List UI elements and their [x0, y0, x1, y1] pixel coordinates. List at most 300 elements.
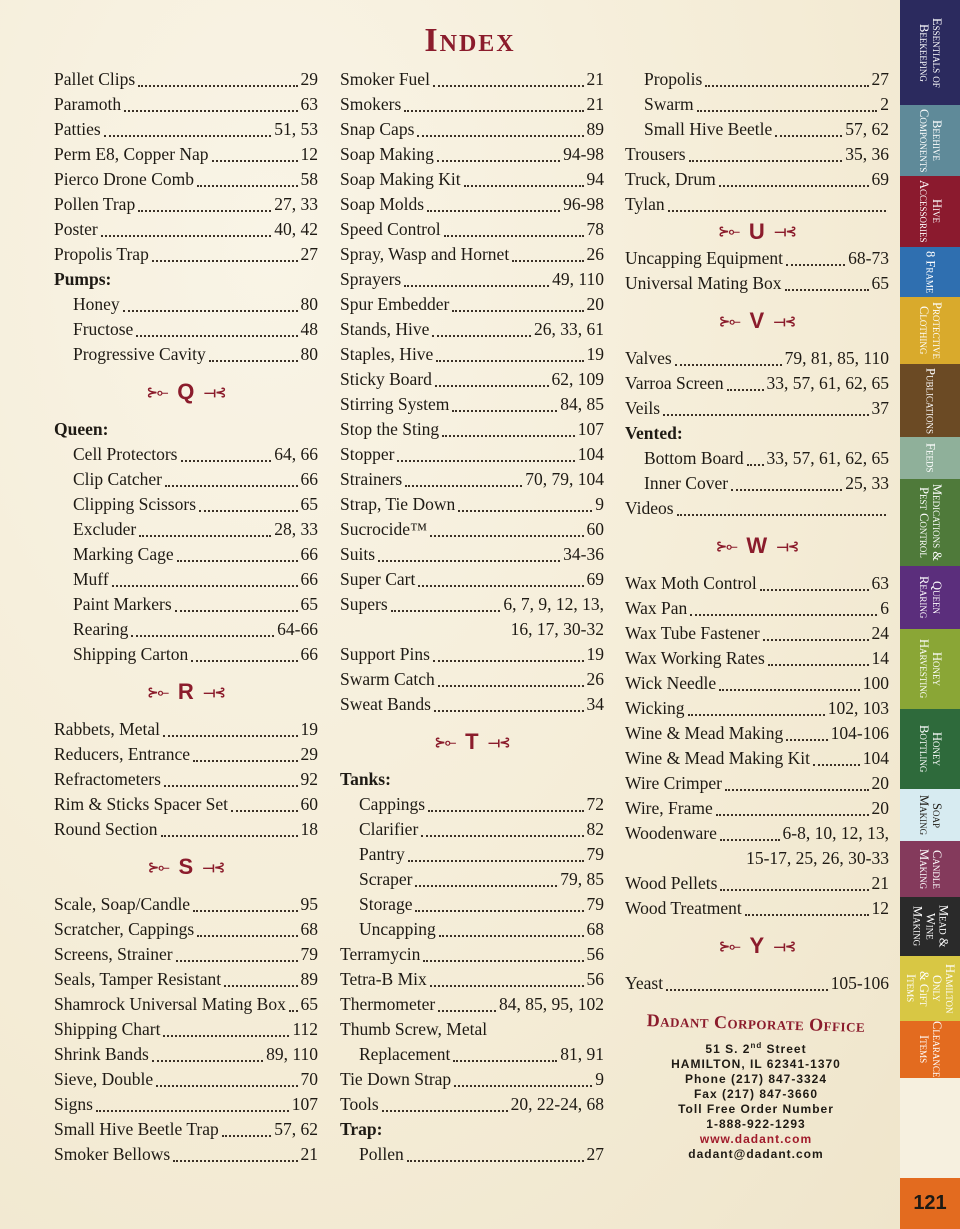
leader-dots [197, 929, 297, 937]
index-entry [340, 1042, 604, 1067]
entry-label: Wick Needle [625, 673, 717, 693]
leader-dots [719, 683, 860, 691]
entry-label: Pallet Clips [54, 69, 136, 89]
leader-dots [415, 904, 583, 912]
section-letter-label: W [746, 533, 768, 558]
index-entry [340, 467, 604, 492]
index-entry [54, 1142, 318, 1167]
leader-dots [136, 329, 297, 337]
entry-label: Pollen [359, 1144, 404, 1164]
index-entry [54, 167, 318, 192]
tab-protective-clothing[interactable] [900, 297, 960, 364]
entry-pages: 27, 33 [274, 194, 318, 214]
leader-dots [725, 783, 869, 791]
entry-label: Stopper [340, 444, 395, 464]
index-entry [340, 442, 604, 467]
section-letter-u [625, 217, 889, 246]
entry-pages: 65 [300, 494, 318, 514]
tab-label: Feeds [923, 443, 938, 473]
leader-dots [720, 883, 868, 891]
entry-pages: 57, 62 [274, 1119, 318, 1139]
leader-dots [720, 833, 780, 841]
index-entry [340, 67, 604, 92]
entry-label: Honey [73, 294, 120, 314]
leader-dots [452, 304, 583, 312]
leader-dots [152, 254, 298, 262]
entry-label: Smoker Fuel [340, 69, 430, 89]
index-entry [625, 496, 889, 521]
entry-label: Rim & Sticks Spacer Set [54, 794, 229, 814]
tab-hamilton-only-gift-items[interactable] [900, 956, 960, 1021]
index-entry [54, 1017, 318, 1042]
index-entry [625, 821, 889, 846]
ornament-left-icon: ⊱⟜ [715, 537, 737, 554]
entry-pages: 15-17, 25, 26, 30-33 [746, 848, 889, 868]
entry-label: Support Pins [340, 644, 430, 664]
leader-dots [434, 704, 584, 712]
entry-pages: 27 [300, 244, 318, 264]
leader-dots [458, 504, 592, 512]
index-entry [625, 142, 889, 167]
ornament-right-icon: ⟞⊰ [203, 683, 226, 700]
entry-pages: 9 [595, 1069, 604, 1089]
entry-pages: 51, 53 [274, 119, 318, 139]
index-entry [625, 696, 889, 721]
entry-label: Storage [359, 894, 413, 914]
entry-label: Cell Protectors [73, 444, 178, 464]
index-group-heading [340, 1117, 604, 1142]
index-entry [54, 742, 318, 767]
entry-pages: 20 [871, 798, 889, 818]
leader-dots [417, 129, 583, 137]
leader-dots [163, 729, 298, 737]
leader-dots [768, 658, 869, 666]
entry-label: Stop the Sting [340, 419, 440, 439]
index-entry [54, 317, 318, 342]
entry-pages: 62, 109 [551, 369, 604, 389]
index-entry [54, 1117, 318, 1142]
index-entry [340, 342, 604, 367]
tab-medications-pest-control[interactable] [900, 479, 960, 566]
entry-label: Pumps: [54, 269, 112, 289]
index-entry [54, 942, 318, 967]
index-entry [625, 796, 889, 821]
leader-dots [690, 608, 877, 616]
leader-dots [404, 104, 583, 112]
entry-label: Shipping Carton [73, 644, 189, 664]
entry-pages: 18 [300, 819, 318, 839]
index-entry [625, 646, 889, 671]
ornament-left-icon: ⊱⟜ [718, 937, 740, 954]
tab-label: Essentials of Beekeeping [917, 17, 944, 88]
index-entry [625, 246, 889, 271]
index-entry [625, 721, 889, 746]
entry-pages: 107 [577, 419, 604, 439]
index-entry [54, 1092, 318, 1117]
index-entry [340, 667, 604, 692]
entry-label: Small Hive Beetle Trap [54, 1119, 219, 1139]
entry-pages: 21 [300, 1144, 318, 1164]
leader-dots [439, 929, 584, 937]
entry-label: Wood Treatment [625, 898, 742, 918]
index-entry [54, 467, 318, 492]
ornament-left-icon: ⊱⟜ [146, 383, 168, 400]
ornament-right-icon: ⟞⊰ [488, 733, 510, 750]
entry-label: Wire, Frame [625, 798, 713, 818]
entry-pages: 63 [871, 573, 889, 593]
entry-label: Seals, Tamper Resistant [54, 969, 222, 989]
office-heading: Dadant Corporate Office [646, 1010, 866, 1036]
index-entry [340, 167, 604, 192]
entry-pages: 6 [880, 598, 889, 618]
leader-dots [666, 983, 828, 991]
index-entry [340, 892, 604, 917]
entry-pages: 66 [300, 469, 318, 489]
tab-label: Queen Rearing [917, 576, 944, 619]
leader-dots [438, 1004, 496, 1012]
tab-honey-harvesting[interactable] [900, 629, 960, 709]
index-entry [340, 642, 604, 667]
entry-label: Universal Mating Box [625, 273, 782, 293]
entry-pages: 2 [880, 94, 889, 114]
leader-dots [138, 79, 297, 87]
index-entry [340, 1142, 604, 1167]
entry-label: Pollen Trap [54, 194, 136, 214]
leader-dots [418, 579, 583, 587]
section-letter-t [340, 717, 604, 767]
leader-dots [212, 154, 298, 162]
ornament-left-icon: ⊱⟜ [717, 223, 739, 239]
entry-pages: 19 [586, 344, 604, 364]
entry-label: Shipping Chart [54, 1019, 161, 1039]
leader-dots [405, 479, 522, 487]
leader-dots [391, 604, 501, 612]
office-fax: Fax (217) 847-3660 [693, 1087, 819, 1101]
office-website-link[interactable]: www.dadant.com [699, 1132, 813, 1146]
entry-pages: 12 [300, 144, 318, 164]
tab-label: Beehive Components [917, 108, 944, 173]
index-entry [340, 567, 604, 592]
index-entry [625, 271, 889, 296]
entry-pages: 21 [871, 873, 889, 893]
entry-label: Bottom Board [644, 448, 744, 468]
index-entry [340, 367, 604, 392]
tab-beehive-components[interactable] [900, 105, 960, 176]
leader-dots [731, 483, 842, 491]
entry-label: Snap Caps [340, 119, 415, 139]
leader-dots [677, 508, 886, 516]
entry-pages: 104-106 [830, 723, 889, 743]
entry-pages: 79 [586, 894, 604, 914]
index-entry [625, 746, 889, 771]
entry-pages: 28, 33 [274, 519, 318, 539]
index-entry [54, 117, 318, 142]
entry-label: Truck, Drum [625, 169, 716, 189]
index-entry [625, 117, 889, 142]
leader-dots [139, 529, 271, 537]
index-entry [54, 917, 318, 942]
entry-label: Suits [340, 544, 376, 564]
leader-dots [231, 804, 297, 812]
entry-label: Smoker Bellows [54, 1144, 171, 1164]
entry-label: Sucrocide™ [340, 519, 428, 539]
leader-dots [444, 229, 584, 237]
entry-label: Vented: [625, 423, 683, 443]
index-entry [54, 192, 318, 217]
entry-label: Fructose [73, 319, 134, 339]
leader-dots [161, 829, 298, 837]
entry-pages: 37 [871, 398, 889, 418]
leader-dots [175, 604, 298, 612]
index-entry [625, 371, 889, 396]
entry-label: Strainers [340, 469, 403, 489]
index-entry [625, 621, 889, 646]
office-tollfree-number: 1-888-922-1293 [706, 1117, 806, 1131]
entry-label: Clip Catcher [73, 469, 162, 489]
entry-pages: 66 [300, 569, 318, 589]
entry-pages: 60 [300, 794, 318, 814]
ornament-right-icon: ⟞⊰ [204, 383, 226, 400]
entry-label: Yeast [625, 973, 664, 993]
index-entry [625, 571, 889, 596]
entry-label: Wicking [625, 698, 685, 718]
index-entry [340, 867, 604, 892]
index-entry [340, 592, 604, 617]
section-letter-label: U [748, 218, 765, 244]
entry-pages: 65 [300, 994, 318, 1014]
index-entry [340, 1092, 604, 1117]
entry-pages: 102, 103 [827, 698, 889, 718]
leader-dots [786, 733, 827, 741]
index-entry [54, 767, 318, 792]
index-entry [54, 967, 318, 992]
leader-dots [436, 354, 583, 362]
leader-dots [689, 154, 843, 162]
ornament-right-icon: ⟞⊰ [774, 223, 797, 239]
tab-label: Protective Clothing [917, 302, 944, 359]
index-entry [625, 446, 889, 471]
entry-label: Small Hive Beetle [644, 119, 773, 139]
index-entry [54, 1067, 318, 1092]
entry-label: Scratcher, Cappings [54, 919, 195, 939]
index-entry [625, 596, 889, 621]
entry-label: Tanks: [340, 769, 391, 789]
entry-pages: 60 [586, 519, 604, 539]
leader-dots [435, 379, 549, 387]
corporate-office-block [620, 1010, 892, 1162]
tab-label: Candle Making [917, 848, 944, 890]
entry-pages: 94 [586, 169, 604, 189]
entry-label: Staples, Hive [340, 344, 434, 364]
index-entry [340, 392, 604, 417]
leader-dots [719, 179, 869, 187]
leader-dots [813, 758, 860, 766]
leader-dots [193, 904, 297, 912]
entry-label: Shrink Bands [54, 1044, 149, 1064]
section-tabs-sidebar [900, 0, 960, 1229]
leader-dots [397, 454, 574, 462]
index-entry [54, 567, 318, 592]
tab-8-frame[interactable] [900, 247, 960, 297]
leader-dots [428, 804, 583, 812]
tab-label: Hamilton Only & Gift Items [904, 963, 957, 1014]
entry-label: Screens, Strainer [54, 944, 173, 964]
index-entry [54, 617, 318, 642]
index-entry [340, 192, 604, 217]
leader-dots [430, 529, 583, 537]
leader-dots [716, 808, 869, 816]
leader-dots [437, 154, 560, 162]
tab-mead-wine-making[interactable] [900, 897, 960, 956]
tab-feeds[interactable] [900, 437, 960, 479]
tab-candle-making[interactable] [900, 841, 960, 897]
index-entry [340, 417, 604, 442]
entry-label: Excluder [73, 519, 137, 539]
tab-label: Honey Bottling [917, 725, 944, 773]
tab-clearance-items[interactable] [900, 1021, 960, 1078]
leader-dots [427, 204, 560, 212]
index-entry [340, 817, 604, 842]
entry-label: Smokers [340, 94, 402, 114]
entry-pages: 70, 79, 104 [525, 469, 604, 489]
entry-pages: 105-106 [830, 973, 889, 993]
entry-pages: 84, 85 [560, 394, 604, 414]
leader-dots [176, 954, 298, 962]
leader-dots [432, 329, 531, 337]
index-entry [340, 317, 604, 342]
entry-pages: 68 [586, 919, 604, 939]
entry-label: Wax Tube Fastener [625, 623, 760, 643]
index-entry [340, 992, 604, 1017]
index-group-heading [340, 767, 604, 792]
entry-label: Speed Control [340, 219, 441, 239]
entry-pages: 81, 91 [560, 1044, 604, 1064]
tab-hive-accessories[interactable] [900, 176, 960, 247]
section-letter-label: R [177, 679, 194, 704]
entry-pages: 65 [871, 273, 889, 293]
leader-dots [96, 1104, 289, 1112]
leader-dots [193, 754, 297, 762]
entry-label: Rearing [73, 619, 129, 639]
tab-queen-rearing[interactable] [900, 566, 960, 629]
entry-pages: 68 [300, 919, 318, 939]
office-phone: Phone (217) 847-3324 [684, 1072, 828, 1086]
leader-dots [124, 104, 297, 112]
leader-dots [464, 179, 584, 187]
entry-pages: 80 [300, 294, 318, 314]
tab-soap-making[interactable] [900, 789, 960, 841]
entry-pages: 24 [871, 623, 889, 643]
entry-label: Sweat Bands [340, 694, 431, 714]
entry-label: Sieve, Double [54, 1069, 154, 1089]
tab-essentials-of-beekeeping[interactable] [900, 0, 960, 105]
entry-label: Varroa Screen [625, 373, 724, 393]
entry-label: Wax Working Rates [625, 648, 765, 668]
ornament-left-icon: ⊱⟜ [718, 312, 740, 329]
index-entry [625, 846, 889, 871]
index-entry [54, 142, 318, 167]
index-entry [340, 117, 604, 142]
leader-dots [164, 779, 298, 787]
entry-pages: 49, 110 [552, 269, 604, 289]
entry-label: Tie Down Strap [340, 1069, 452, 1089]
leader-dots [760, 583, 869, 591]
entry-pages: 14 [871, 648, 889, 668]
entry-label: Terramycin [340, 944, 421, 964]
page-title: Index [424, 22, 516, 59]
leader-dots [408, 854, 584, 862]
entry-label: Woodenware [625, 823, 717, 843]
entry-label: Tools [340, 1094, 379, 1114]
leader-dots [433, 79, 584, 87]
entry-pages: 72 [586, 794, 604, 814]
entry-label: Rabbets, Metal [54, 719, 160, 739]
entry-pages: 82 [586, 819, 604, 839]
entry-label: Soap Making [340, 144, 434, 164]
index-entry [340, 142, 604, 167]
entry-label: Trousers [625, 144, 686, 164]
leader-dots [745, 908, 869, 916]
entry-label: Swarm [644, 94, 694, 114]
tab-honey-bottling[interactable] [900, 709, 960, 789]
ornament-left-icon: ⊱⟜ [147, 858, 169, 875]
index-column-2 [340, 67, 604, 1167]
page-number: 121 [900, 1178, 960, 1229]
leader-dots [415, 879, 557, 887]
entry-pages: 100 [862, 673, 889, 693]
entry-pages: 26 [586, 244, 604, 264]
office-email-link[interactable]: dadant@dadant.com [688, 1147, 824, 1161]
leader-dots [433, 654, 584, 662]
index-entry [54, 892, 318, 917]
index-entry [340, 617, 604, 642]
index-entry [54, 517, 318, 542]
entry-pages: 48 [300, 319, 318, 339]
leader-dots [131, 629, 274, 637]
index-group-heading [625, 421, 889, 446]
leader-dots [747, 458, 764, 466]
tab-label: Honey Harvesting [917, 639, 944, 699]
entry-pages: 56 [586, 944, 604, 964]
leader-dots [123, 304, 298, 312]
index-entry [340, 692, 604, 717]
entry-pages: 79, 81, 85, 110 [784, 348, 889, 368]
section-letter-label: Q [177, 379, 195, 404]
index-entry [54, 792, 318, 817]
office-city: HAMILTON, IL 62341-1370 [671, 1057, 841, 1071]
entry-pages: 70 [300, 1069, 318, 1089]
index-entry [340, 92, 604, 117]
entry-label: Round Section [54, 819, 158, 839]
entry-pages: 69 [871, 169, 889, 189]
office-tollfree-label: Toll Free Order Number [678, 1102, 834, 1116]
entry-label: Refractometers [54, 769, 161, 789]
index-entry [54, 1042, 318, 1067]
entry-pages: 66 [300, 544, 318, 564]
section-letter-label: Y [749, 933, 765, 958]
entry-label: Thermometer [340, 994, 436, 1014]
leader-dots [222, 1129, 271, 1137]
entry-pages: 112 [292, 1019, 318, 1039]
index-entry [54, 217, 318, 242]
index-entry [625, 396, 889, 421]
tab-publications[interactable] [900, 364, 960, 437]
index-entry [54, 642, 318, 667]
leader-dots [785, 283, 869, 291]
leader-dots [104, 129, 272, 137]
entry-pages: 95 [300, 894, 318, 914]
entry-label: Paramoth [54, 94, 122, 114]
